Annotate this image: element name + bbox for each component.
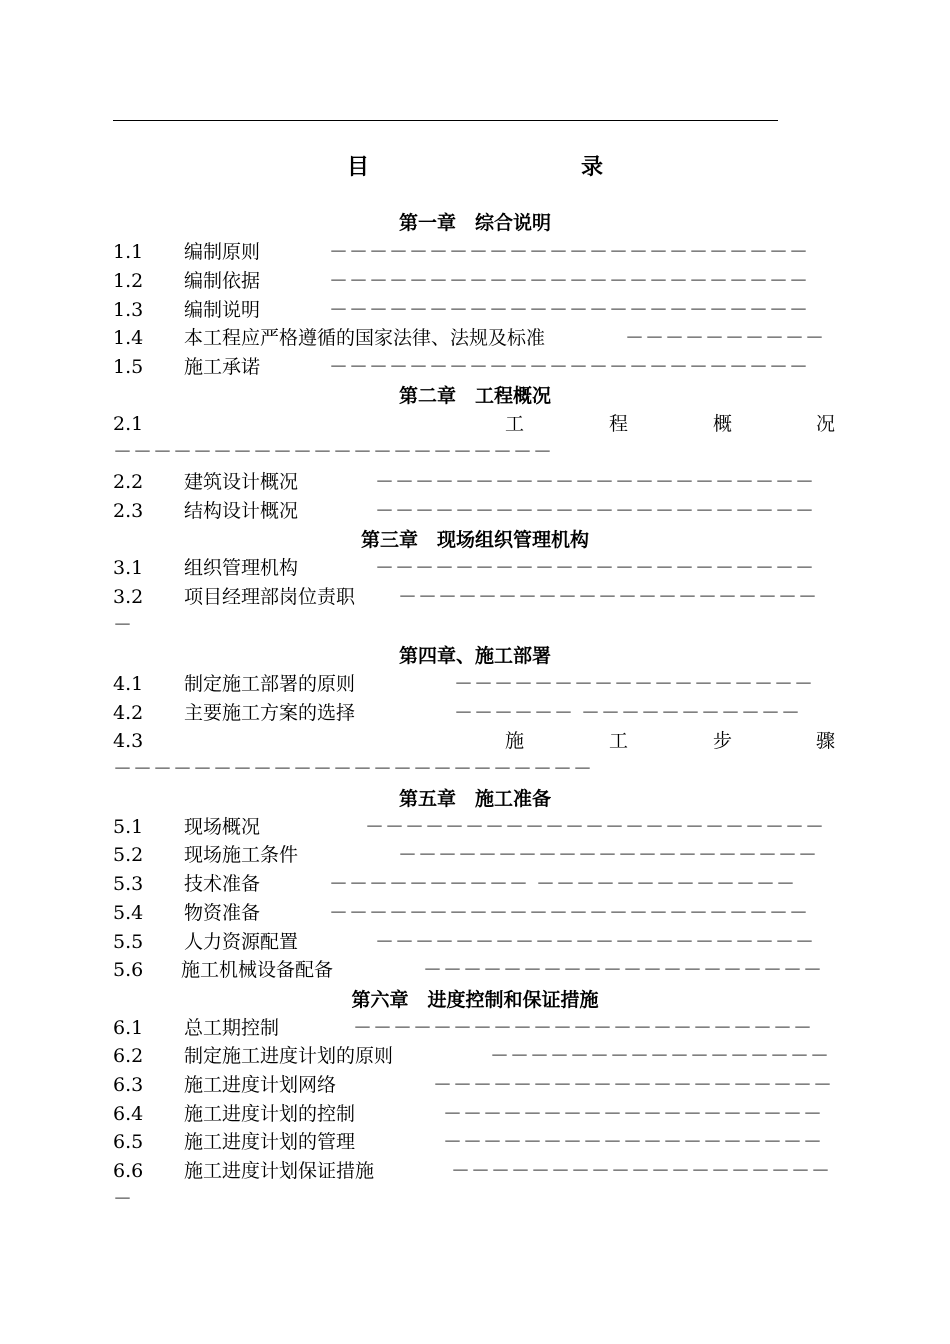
dot-leader: －－－－－－－－－－－－－－－－－－－－－－ — [375, 557, 816, 579]
entry-label: 现场施工条件 — [184, 844, 299, 866]
dot-leader: －－－－－－－－－－－－－－－－－－－ — [443, 1103, 824, 1125]
dot-leader: －－－－－－－－－－－－－－－－－－－ — [451, 1160, 832, 1182]
entry-number: 6.6 — [113, 1160, 144, 1182]
dot-leader: －－－－－－－－－－－－－－－－－－－－－ — [398, 586, 819, 608]
entry-number: 2.1 — [113, 413, 144, 435]
entry-label: 结构设计概况 — [184, 500, 299, 522]
entry-number: 5.1 — [113, 816, 144, 838]
entry-number: 5.3 — [113, 873, 144, 895]
entry-label: 技术准备 — [184, 873, 261, 895]
entry-number: 6.1 — [113, 1017, 144, 1039]
entry-number: 6.5 — [113, 1131, 144, 1153]
dot-leader: －－－－－－ －－－－－－－－－－－ — [454, 702, 802, 724]
dot-leader: －－－－－－－－－－－－－－－－－－－－－－－－ — [329, 356, 810, 378]
entry-number: 5.6 — [113, 959, 144, 981]
entry-number: 4.2 — [113, 702, 144, 724]
entry-label: 制定施工部署的原则 — [184, 673, 356, 695]
entry-label-char: 骤 — [816, 730, 836, 752]
entry-label-char: 工 — [505, 413, 525, 435]
entry-label-char: 况 — [816, 413, 836, 435]
dot-leader: －－－－－－－－－－－－－－－－－－－－－ — [398, 844, 819, 866]
dot-leader: －－－－－－－－－－－－－－－－－－－－－－－ — [353, 1017, 814, 1039]
entry-number: 3.2 — [113, 586, 144, 608]
entry-number: 1.3 — [113, 299, 144, 321]
entry-label: 建筑设计概况 — [184, 471, 299, 493]
entry-label-char: 施 — [505, 730, 525, 752]
entry-number: 2.3 — [113, 500, 144, 522]
entry-label: 人力资源配置 — [184, 931, 299, 953]
entry-label: 物资准备 — [184, 902, 261, 924]
entry-number: 4.1 — [113, 673, 144, 695]
dot-leader: －－－－－－－－－－－－－－－－－－－－－－－ — [365, 816, 826, 838]
entry-label: 施工机械设备配备 — [181, 959, 334, 981]
chapter-1-heading: 第一章 综合说明 — [398, 212, 551, 234]
dot-leader: －－－－－－－－－－－－－－－－－－－－－－－－ — [329, 299, 810, 321]
dot-leader: －－－－－－－－－－－－－－－－－－－－－－ — [375, 500, 816, 522]
toc-entry-2-1[interactable] — [113, 410, 144, 438]
toc-title: 目 录 — [346, 154, 659, 180]
entry-number: 5.5 — [113, 931, 144, 953]
entry-number: 1.2 — [113, 270, 144, 292]
entry-label: 施工承诺 — [184, 356, 261, 378]
chapter-2-heading: 第二章 工程概况 — [398, 385, 551, 407]
dot-leader-continued: －－－－－－－－－－－－－－－－－－－－－－ — [113, 441, 554, 463]
entry-label: 施工进度计划保证措施 — [184, 1160, 375, 1182]
chapter-5-heading: 第五章 施工准备 — [398, 788, 551, 810]
entry-label-char: 程 — [609, 413, 629, 435]
entry-label: 本工程应严格遵循的国家法律、法规及标准 — [184, 327, 546, 349]
entry-number: 6.3 — [113, 1074, 144, 1096]
dot-leader: －－－－－－－－－－－－－－－－－－－－－－－－ — [329, 902, 810, 924]
entry-number: 6.2 — [113, 1045, 144, 1067]
entry-number: 1.5 — [113, 356, 144, 378]
entry-label: 施工进度计划的管理 — [184, 1131, 356, 1153]
dot-leader-continued: －－－－－－－－－－－－－－－－－－－－－－－－ — [113, 758, 594, 780]
entry-label-char: 工 — [609, 730, 629, 752]
entry-number: 5.4 — [113, 902, 144, 924]
dot-leader: －－－－－－－－－－－－－－－－－－ — [454, 673, 815, 695]
header-rule — [113, 120, 778, 121]
dot-leader: －－－－－－－－－－ －－－－－－－－－－－－－ — [329, 873, 797, 895]
entry-label: 施工进度计划的控制 — [184, 1103, 356, 1125]
entry-label: 组织管理机构 — [184, 557, 299, 579]
dot-leader: －－－－－－－－－－－－－－－－－－－－－－－－ — [329, 241, 810, 263]
entry-label: 编制依据 — [184, 270, 261, 292]
entry-label: 施工进度计划网络 — [184, 1074, 337, 1096]
dot-leader: －－－－－－－－－－－－－－－－－－－－－－ — [375, 471, 816, 493]
dot-leader: －－－－－－－－－－－－－－－－－－－－－－ — [375, 931, 816, 953]
entry-number: 1.4 — [113, 327, 144, 349]
dot-leader: －－－－－－－－－－－－－－－－－－－－ — [433, 1074, 834, 1096]
chapter-4-heading: 第四章、施工部署 — [398, 645, 551, 667]
dot-leader: －－－－－－－－－－－－－－－－－－－ — [443, 1131, 824, 1153]
entry-number: 4.3 — [113, 730, 144, 752]
entry-number: 5.2 — [113, 844, 144, 866]
entry-label: 主要施工方案的选择 — [184, 702, 356, 724]
entry-label: 总工期控制 — [184, 1017, 280, 1039]
toc-entry-4-3[interactable] — [113, 727, 144, 755]
entry-label: 编制说明 — [184, 299, 261, 321]
entry-label: 制定施工进度计划的原则 — [184, 1045, 394, 1067]
entry-number: 1.1 — [113, 241, 144, 263]
dot-leader-continued: － — [113, 1188, 134, 1210]
chapter-6-heading: 第六章 进度控制和保证措施 — [351, 989, 599, 1011]
entry-label: 编制原则 — [184, 241, 261, 263]
dot-leader-continued: － — [113, 614, 134, 636]
chapter-3-heading: 第三章 现场组织管理机构 — [360, 529, 589, 551]
entry-number: 2.2 — [113, 471, 144, 493]
entry-number: 6.4 — [113, 1103, 144, 1125]
entry-number: 3.1 — [113, 557, 144, 579]
dot-leader: －－－－－－－－－－－－－－－－－－－－ — [423, 959, 824, 981]
entry-label-char: 步 — [713, 730, 733, 752]
dot-leader: －－－－－－－－－－－－－－－－－ — [490, 1045, 831, 1067]
dot-leader: －－－－－－－－－－－－－－－－－－－－－－－－ — [329, 270, 810, 292]
entry-label: 现场概况 — [184, 816, 261, 838]
dot-leader: －－－－－－－－－－ — [625, 327, 826, 349]
entry-label: 项目经理部岗位责职 — [184, 586, 356, 608]
entry-label-char: 概 — [713, 413, 733, 435]
